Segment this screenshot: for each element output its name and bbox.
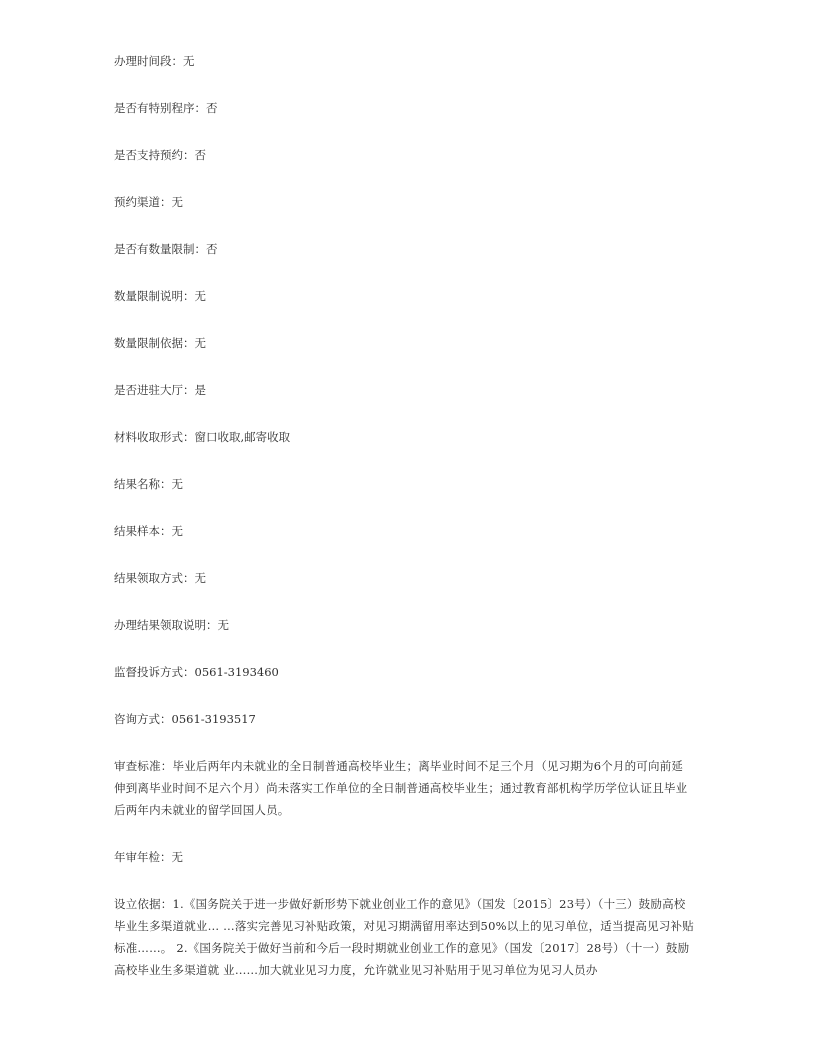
result-collection-description-field: 办理结果领取说明：无 [114,618,229,632]
appointment-support-field: 是否支持预约：否 [114,148,206,162]
document-page [114,50,694,1006]
quantity-limit-field: 是否有数量限制：否 [114,242,218,256]
result-sample-field: 结果样本：无 [114,524,183,538]
consultation-contact-field: 咨询方式：0561-3193517 [114,712,256,726]
legal-basis-paragraph: 设立依据：1.《国务院关于进一步做好新形势下就业创业工作的意见》（国发〔2015〕23号）（十三）鼓励高校毕业生多渠道就业… …落实完善见习补贴政策，对见习期满留用率达到50%以上的见习单位，适当提高见习补贴标准……。 2.《国务院关于做好当前和今后一段时期就业创业工作的意见》（国发〔2017〕28号）（十一）鼓励高校毕业生多渠道就 业……加大就业见习力度，允许就业见习补贴用于见习单位为见习人员办 [114,897,694,977]
appointment-channel-field: 预约渠道：无 [114,195,183,209]
quantity-limit-description-field: 数量限制说明：无 [114,289,206,303]
result-name-field: 结果名称：无 [114,477,183,491]
material-collection-field: 材料收取形式：窗口收取,邮寄收取 [114,430,291,444]
quantity-limit-basis-field: 数量限制依据：无 [114,336,206,350]
special-procedure-field: 是否有特别程序：否 [114,101,218,115]
annual-review-field: 年审年检：无 [114,850,183,864]
hall-entry-field: 是否进驻大厅：是 [114,383,206,397]
review-standard-paragraph: 审查标准：毕业后两年内未就业的全日制普通高校毕业生；离毕业时间不足三个月（见习期为6个月的可向前延伸到离毕业时间不足六个月）尚未落实工作单位的全日制普通高校毕业生；通过教育部机构学历学位认证且毕业后两年内未就业的留学回国人员。 [114,759,688,817]
complaint-contact-field: 监督投诉方式：0561-3193460 [114,665,279,679]
result-collection-method-field: 结果领取方式：无 [114,571,206,585]
processing-time-field: 办理时间段：无 [114,54,195,68]
